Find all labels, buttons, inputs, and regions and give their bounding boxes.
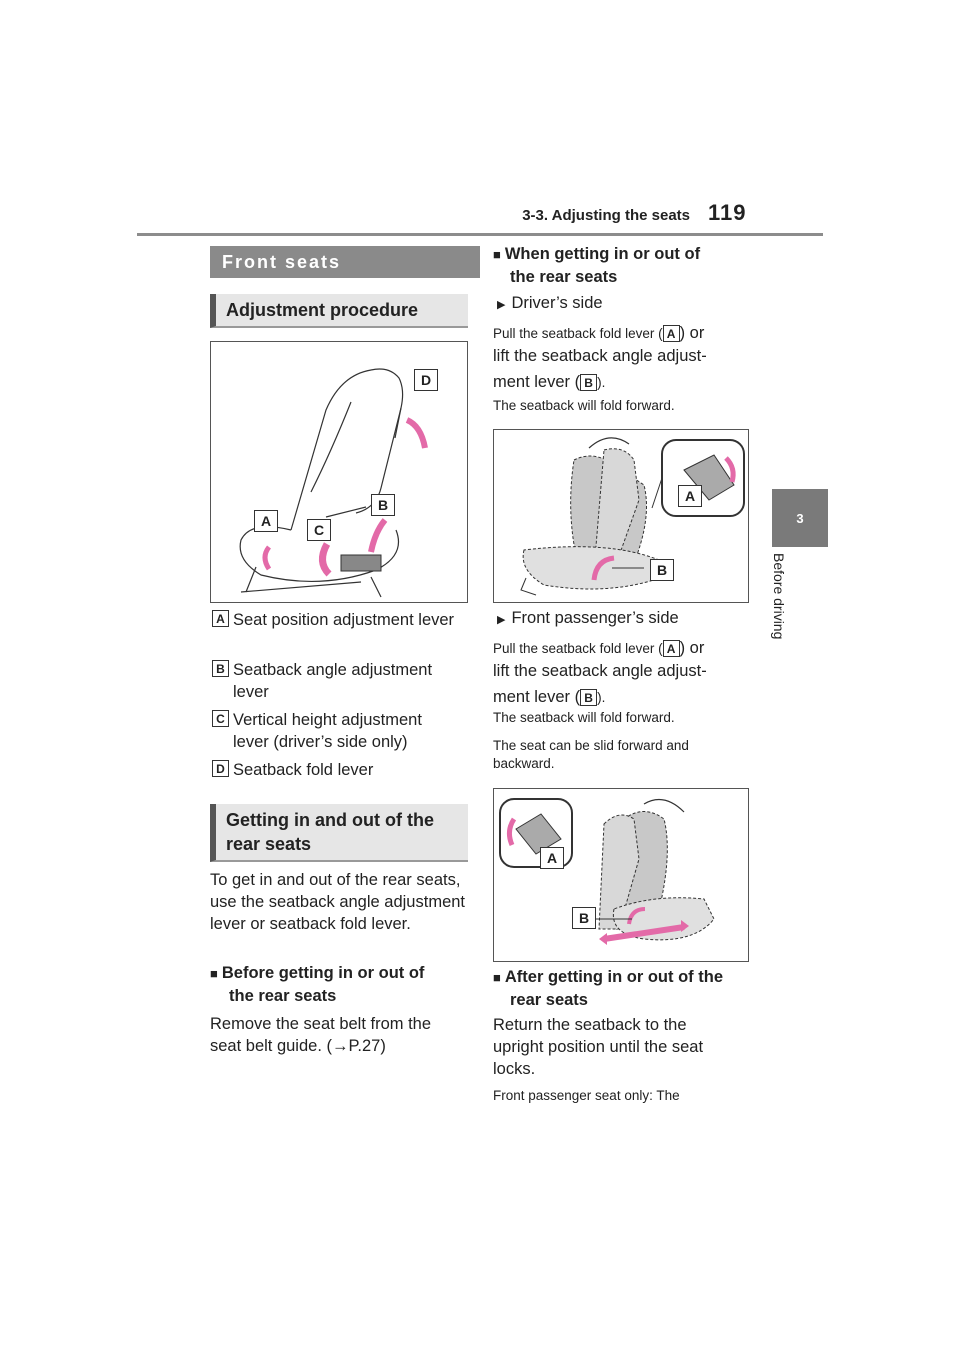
legend-item-c: C Vertical height adjustment lever (driver’s side only)	[212, 709, 462, 753]
triangle-bullet-icon: ▶	[497, 614, 506, 626]
legend-key-a: A	[212, 610, 229, 627]
when-heading: ■ When getting in or out of the rear seats	[493, 245, 701, 286]
before-paragraph: Remove the seat belt from the seat belt guide. (→P.27)	[210, 1015, 432, 1055]
chapter-side-label: Before driving	[771, 553, 787, 640]
passenger-seat-illustration-icon	[494, 789, 748, 961]
driver-seat-illustration-icon	[494, 430, 748, 602]
after-heading: ■ After getting in or out of the rear seats	[493, 968, 723, 1009]
legend-key-d: D	[212, 760, 229, 777]
page-reference-link[interactable]: P.27)	[348, 1037, 386, 1055]
square-bullet-icon: ■	[493, 247, 501, 262]
legend-item-d: D Seatback fold lever	[212, 759, 462, 781]
figure3-label-a: A	[540, 847, 564, 869]
fold-forward-note-2: The seatback will fold forward.	[493, 710, 675, 725]
figure1-label-b: B	[371, 494, 395, 516]
passenger-instruction: Pull the seatback fold lever ( A ) or lift the seatback angle adjust- ment lever ( B ).	[493, 639, 707, 706]
return-paragraph: Return the seatback to the upright position until the seat locks.	[493, 1016, 704, 1078]
page-number: 119	[708, 200, 747, 225]
arrow-right-icon: →	[332, 1037, 349, 1055]
header-rule	[137, 233, 823, 236]
figure1-label-d: D	[414, 369, 438, 391]
driver-side-heading: ▶ Driver’s side	[497, 294, 603, 312]
legend-key-c: C	[212, 710, 229, 727]
before-heading: ■ Before getting in or out of the rear seats	[210, 964, 425, 1005]
figure2-label-a: A	[678, 485, 702, 507]
chapter-tab: 3	[772, 489, 828, 547]
running-header-section: 3-3. Adjusting the seats	[522, 207, 690, 224]
triangle-bullet-icon: ▶	[497, 299, 506, 311]
square-bullet-icon: ■	[210, 966, 218, 981]
fold-forward-note-1: The seatback will fold forward.	[493, 398, 675, 413]
figure-passenger-side-fold	[493, 788, 749, 962]
key-a-inline-2: A	[663, 640, 680, 657]
slide-note: The seat can be slid forward and backward.	[493, 738, 689, 771]
front-passenger-note: Front passenger seat only: The	[493, 1088, 680, 1103]
key-b-inline-2: B	[580, 689, 597, 706]
subsection-getting-in-out: Getting in and out of the rear seats	[210, 804, 468, 862]
figure-front-seat-adjustment	[210, 341, 468, 603]
legend-item-a: A Seat position adjustment lever	[212, 609, 462, 631]
key-b-inline: B	[580, 374, 597, 391]
legend-key-b: B	[212, 660, 229, 677]
figure1-label-c: C	[307, 519, 331, 541]
driver-instruction: Pull the seatback fold lever ( A ) or lift the seatback angle adjust- ment lever ( B ).	[493, 324, 707, 391]
figure2-label-b: B	[650, 559, 674, 581]
figure1-label-a: A	[254, 510, 278, 532]
square-bullet-icon: ■	[493, 970, 501, 985]
figure3-label-b: B	[572, 907, 596, 929]
intro-paragraph: To get in and out of the rear seats, use the seatback angle adjustment lever or seatback fold lever.	[210, 871, 466, 933]
subsection-adjustment-procedure: Adjustment procedure	[210, 294, 468, 328]
key-a-inline: A	[663, 325, 680, 342]
legend-item-b: B Seatback angle adjustment lever	[212, 659, 462, 703]
passenger-side-heading: ▶ Front passenger’s side	[497, 609, 679, 627]
figure-driver-side-fold	[493, 429, 749, 603]
section-title-front-seats: Front seats	[210, 246, 480, 278]
